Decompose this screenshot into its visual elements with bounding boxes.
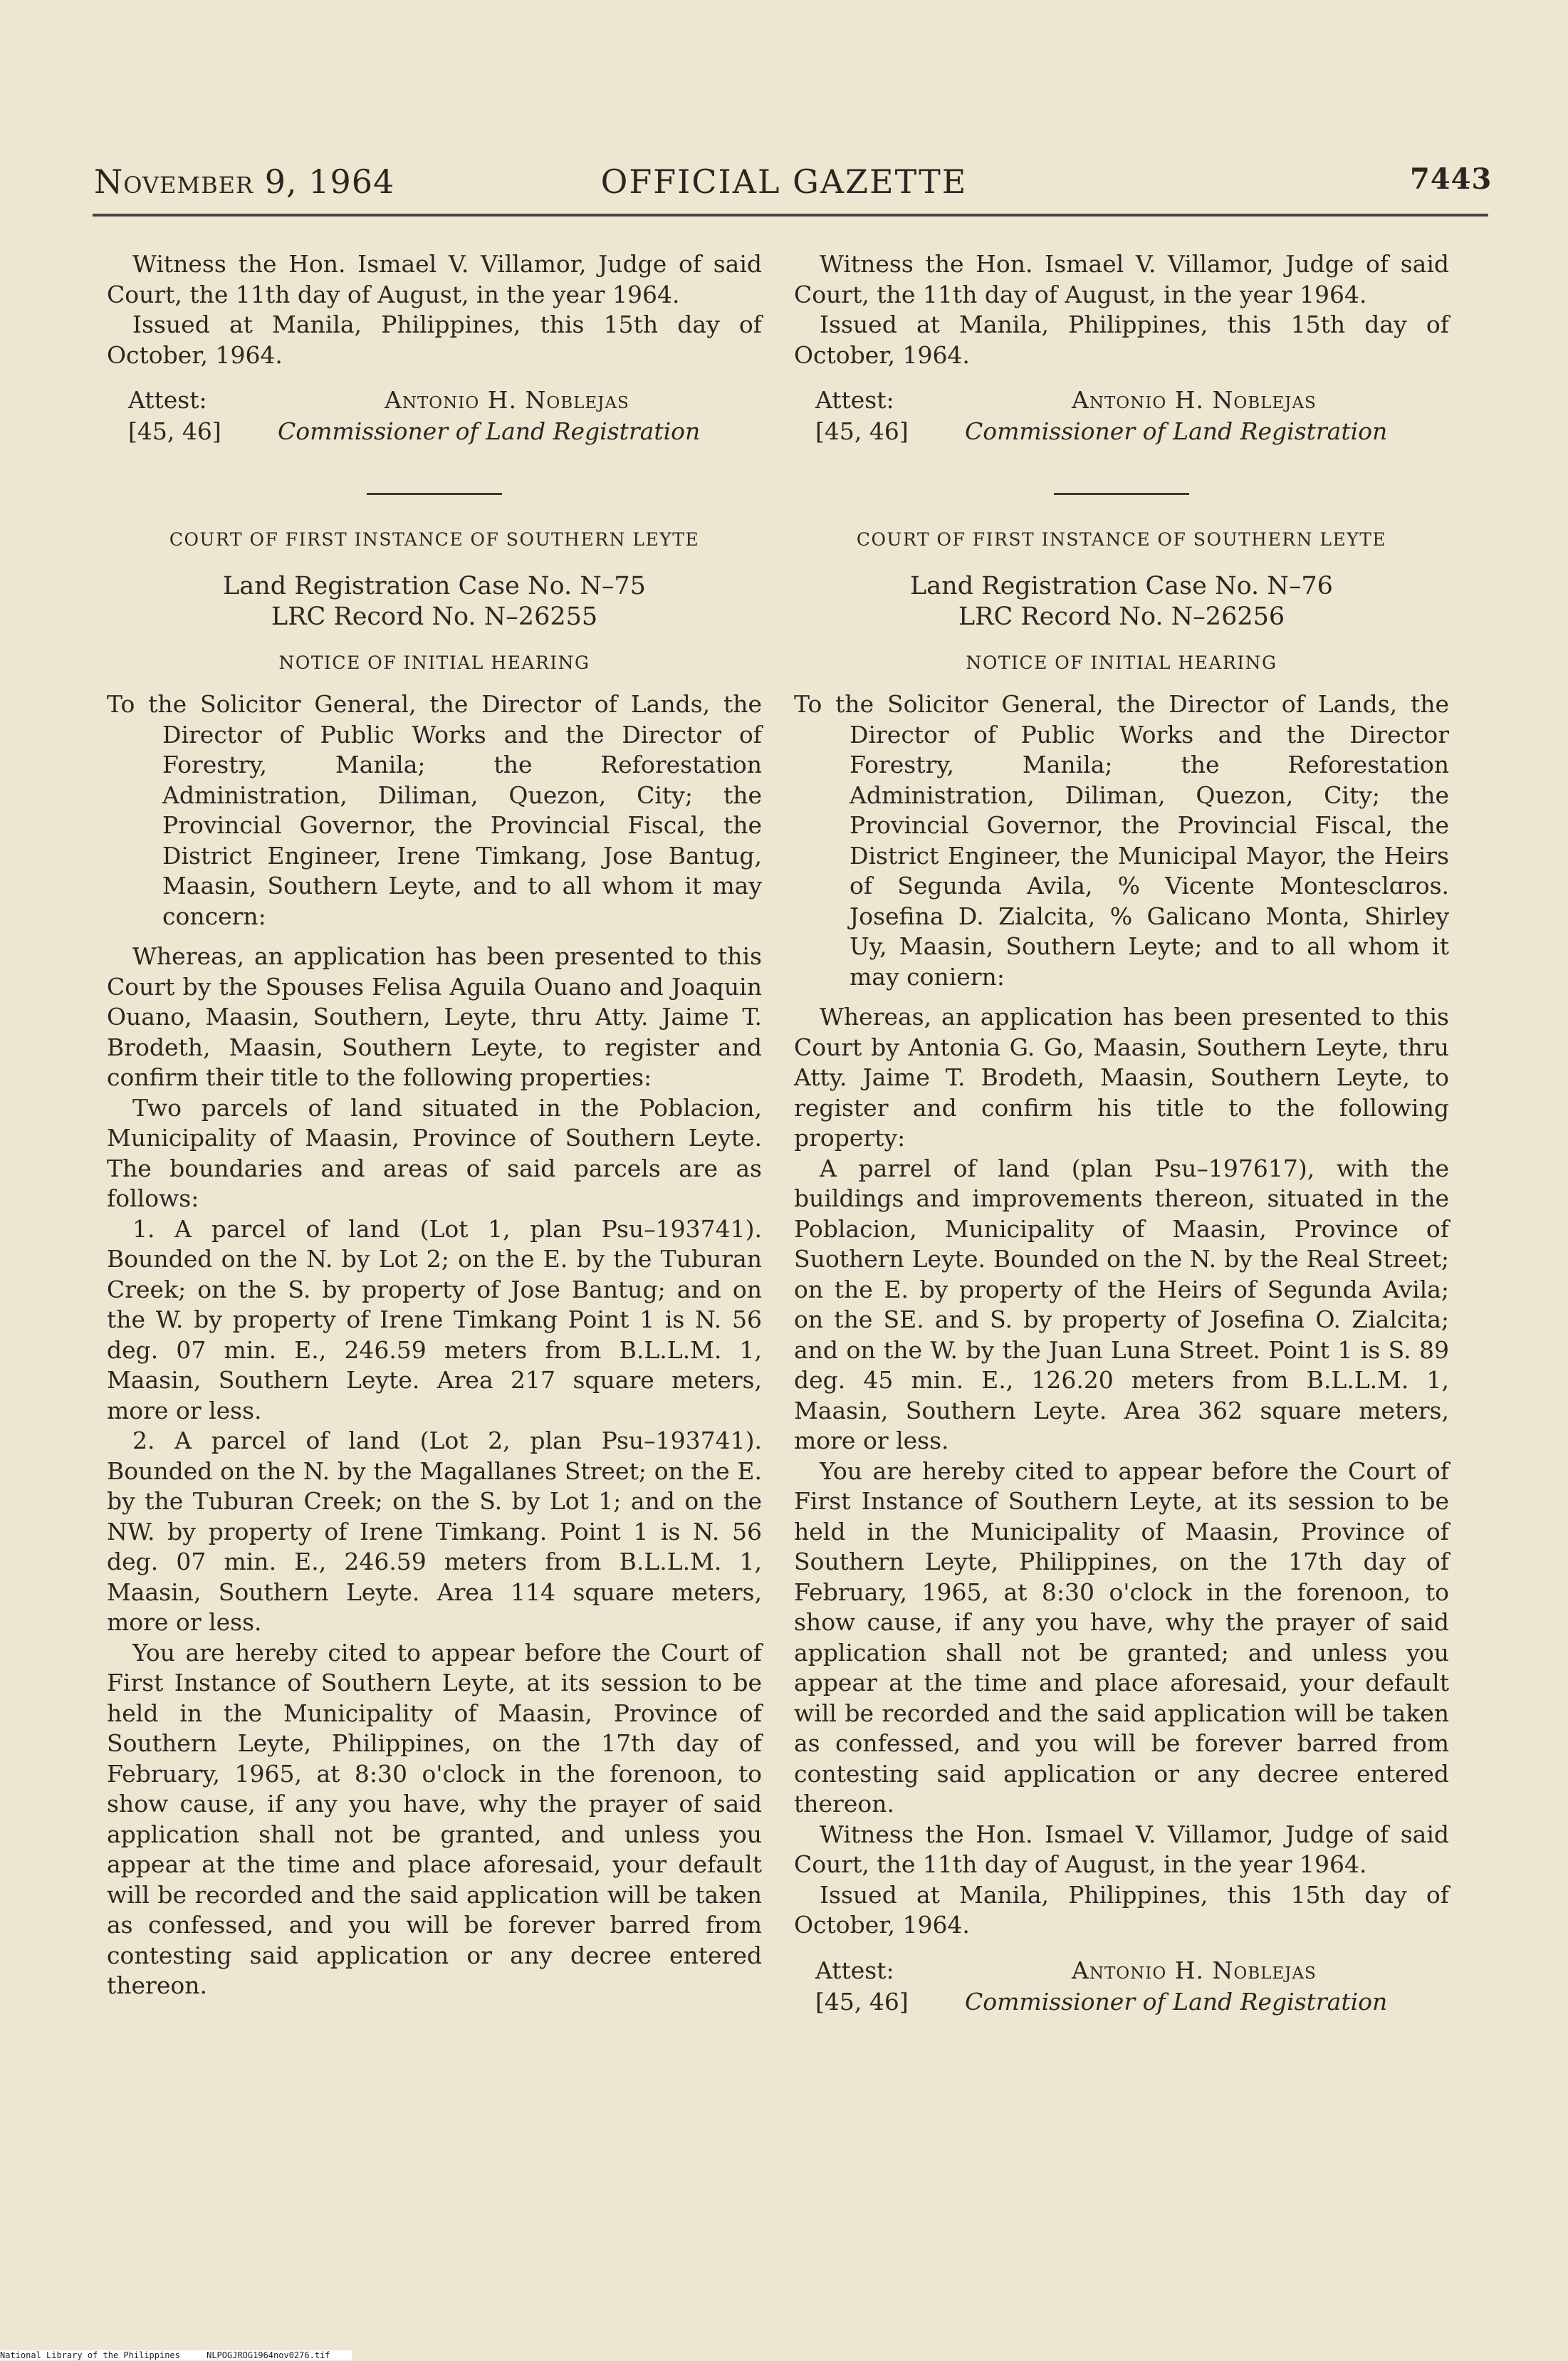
right-column bbox=[794, 249, 1449, 2019]
header-rule bbox=[93, 214, 1488, 217]
attest-title: Commissioner of Land Registration bbox=[965, 417, 1388, 445]
whereas-paragraph: Whereas, an application has been presented to this Court by Antonia G. Go, Maasin, Southern Leyte, thru Atty. Jaime T. Brodeth, Maasin, Southern Leyte, to register and confirm his title to the following property: bbox=[794, 1003, 1449, 1152]
case-number: Land Registration Case No. N–76 bbox=[910, 571, 1333, 600]
scan-footer bbox=[0, 2350, 352, 2360]
left-attest-block bbox=[107, 385, 762, 449]
attest-reference: [45, 46] bbox=[128, 417, 221, 445]
left-column bbox=[107, 249, 762, 2001]
right-attest-block-2 bbox=[794, 1955, 1449, 2019]
attest-signatory: Antonio H. Noblejas bbox=[1072, 1956, 1317, 1984]
file-name: NLPOGJROG1964nov0276.tif bbox=[207, 2350, 330, 2360]
right-witness: Witness the Hon. Ismael V. Villamor, Judge of said Court, the 11th day of August, in the year 1964. bbox=[794, 250, 1449, 308]
attest-reference: [45, 46] bbox=[815, 417, 909, 445]
attest-signatory: Antonio H. Noblejas bbox=[385, 386, 629, 414]
header-date: November 9, 1964 bbox=[94, 162, 395, 201]
attest-signatory: Antonio H. Noblejas bbox=[1072, 386, 1317, 414]
right-issued: Issued at Manila, Philippines, this 15th day of October, 1964. bbox=[794, 311, 1449, 369]
addressees: To the Solicitor General, the Director of Lands, the Director of Public Works and the Director of Forestry, Manila; the Reforestation Administration, Diliman, Quezon, City; the Provincial Governor, the Provincial Fiscal, the District Engineer, Irene Timkang, Jose Bantug, Maasin, Southern Leyte, and to all whom it may concern: bbox=[107, 690, 762, 930]
library-credit: National Library of the Philippines bbox=[0, 2350, 180, 2360]
attest-label: Attest: bbox=[128, 386, 207, 414]
notice-heading: NOTICE OF INITIAL HEARING bbox=[278, 652, 590, 673]
attest-title: Commissioner of Land Registration bbox=[965, 1987, 1388, 2016]
header-page-number: 7443 bbox=[1410, 162, 1493, 196]
citation-paragraph: You are hereby cited to appear before the Court of First Instance of Southern Leyte, at its session to be held in the Municipality of Maasin, Province of Southern Leyte, Philippines, on the 17th day of February, 1965, at 8:30 o'clock in the forenoon, to show cause, if any you have, why the prayer of said application shall not be granted, and unless you appear at the time and place aforesaid, your default will be recorded and the said application will be taken as confessed, and you will be forever barred from contesting said application or any decree entered thereon. bbox=[107, 1638, 762, 1999]
court-heading: COURT OF FIRST INSTANCE OF SOUTHERN LEYTE bbox=[856, 529, 1387, 550]
parcels-intro: Two parcels of land situated in the Poblacion, Municipality of Maasin, Province of Southern Leyte. The boundaries and areas of said parcels are as follows: bbox=[107, 1093, 762, 1212]
lrc-record-number: LRC Record No. N–26255 bbox=[271, 602, 598, 631]
parcel-description: A parrel of land (plan Psu–197617), with the buildings and improvements thereon, situated in the Poblacion, Municipality of Maasin, Province of Suothern Leyte. Bounded on the N. by the Real Street; on the E. by property of the Heirs of Segunda Avila; on the SE. and S. by property of Josefina O. Zialcita; and on the W. by the Juan Luna Street. Point 1 is S. 89 deg. 45 min. E., 126.20 meters from B.L.L.M. 1, Maasin, Southern Leyte. Area 362 square meters, more or less. bbox=[794, 1154, 1449, 1454]
right-witness-2: Witness the Hon. Ismael V. Villamor, Judge of said Court, the 11th day of August, in the year 1964. bbox=[794, 1820, 1449, 1878]
left-witness: Witness the Hon. Ismael V. Villamor, Judge of said Court, the 11th day of August, in the year 1964. bbox=[107, 250, 762, 308]
notice-heading: NOTICE OF INITIAL HEARING bbox=[966, 652, 1277, 673]
citation-paragraph: You are hereby cited to appear before the Court of First Instance of Southern Leyte, at its session to be held in the Municipality of Maasin, Province of Southern Leyte, Philippines, on the 17th day of February, 1965, at 8:30 o'clock in the forenoon, to show cause, if any you have, why the prayer of said application shall not be granted; and unless you appear at the time and place aforesaid, your default will be recorded and the said application will be taken as confessed, and you will be forever barred from contesting said application or any decree entered thereon. bbox=[794, 1456, 1449, 1818]
right-issued-2: Issued at Manila, Philippines, this 15th day of October, 1964. bbox=[794, 1880, 1449, 1939]
addressees: To the Solicitor General, the Director of Lands, the Director of Public Works and the Director Forestry, Manila; the Reforestation Administration, Diliman, Quezon, City; the Provincial Governor, the Provincial Fiscal, the District Engineer, the Municipal Mayor, the Heirs of Segunda Avila, % Vicente Montesclɑros. Josefina D. Zialcita, % Galicano Monta, Shirley Uy, Maasin, Southern Leyte; and to all whom it may coniern: bbox=[794, 690, 1449, 991]
attest-label: Attest: bbox=[815, 1956, 894, 1984]
right-attest-block bbox=[794, 385, 1449, 449]
attest-label: Attest: bbox=[815, 386, 894, 414]
section-divider bbox=[367, 493, 502, 495]
section-divider bbox=[1054, 493, 1189, 495]
court-heading: COURT OF FIRST INSTANCE OF SOUTHERN LEYTE bbox=[169, 529, 700, 550]
case-number: Land Registration Case No. N–75 bbox=[223, 571, 646, 600]
parcel-1-description: 1. A parcel of land (Lot 1, plan Psu–193741). Bounded on the N. by Lot 2; on the E. by the Tuburan Creek; on the S. by property of Jose Bantug; and on the W. by property of Irene Timkang Point 1 is N. 56 deg. 07 min. E., 246.59 meters from B.L.L.M. 1, Maasin, Southern Leyte. Area 217 square meters, more or less. bbox=[107, 1214, 762, 1424]
left-issued: Issued at Manila, Philippines, this 15th day of October, 1964. bbox=[107, 311, 762, 369]
parcel-2-description: 2. A parcel of land (Lot 2, plan Psu–193741). Bounded on the N. by the Magallanes Street; on the E. by the Tuburan Creek; on the S. by Lot 1; and on the NW. by property of Irene Timkang. Point 1 is N. 56 deg. 07 min. E., 246.59 meters from B.L.L.M. 1, Maasin, Southern Leyte. Area 114 square meters, more or less. bbox=[107, 1427, 762, 1636]
lrc-record-number: LRC Record No. N–26256 bbox=[958, 602, 1285, 631]
whereas-paragraph: Whereas, an application has been presented to this Court by the Spouses Felisa Aguila Ouano and Joaquin Ouano, Maasin, Southern, Leyte, thru Atty. Jaime T. Brodeth, Maasin, Southern Leyte, to register and confirm their title to the following properties: bbox=[107, 942, 762, 1091]
header-title: OFFICIAL GAZETTE bbox=[600, 162, 968, 201]
attest-reference: [45, 46] bbox=[815, 1987, 909, 2016]
attest-title: Commissioner of Land Registration bbox=[278, 417, 701, 445]
